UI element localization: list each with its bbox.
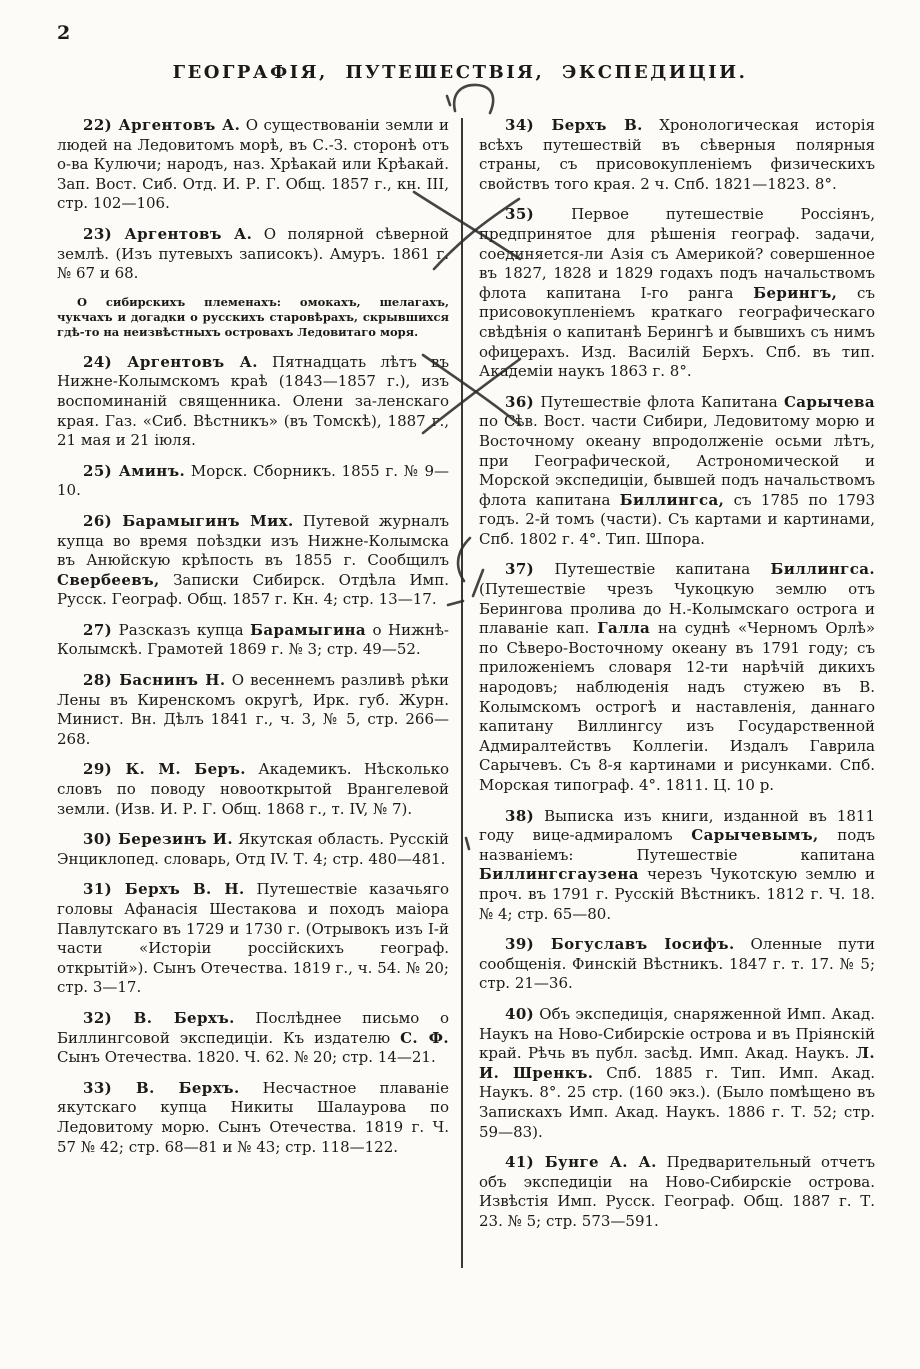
entry-author-bold: Л. И. Шренкъ.	[479, 1044, 875, 1082]
bibliography-entry	[57, 462, 449, 501]
entry-text: Спб. 1885 г. Тип. Имп. Акад. Наукъ. 8°. 25 стр. (160 экз.). (Было помѣщено въ Запискахъ Имп. Акад. Наукъ. 1886 г. Т. 52; стр. 59—83).	[479, 1063, 875, 1141]
bibliography-entry	[57, 512, 449, 610]
entry-text: Выписка изъ книги, изданной въ 1811 году вице-адмираломъ	[479, 806, 875, 845]
pen-tick-under-title-icon	[447, 96, 450, 105]
bibliography-entry	[479, 205, 875, 381]
entry-text: Предварительный отчетъ объ экспедиціи на Ново-Сибирскіе острова. Извѣстія Имп. Русск. Географ. Общ. 1887 г. Т. 23. № 5; стр. 573—591.	[479, 1153, 876, 1230]
entry-author-bold: 33) В. Берхъ.	[83, 1078, 240, 1097]
entry-text: Первое путешествіе Россіянъ, предпринятое для рѣшенія географ. задачи, соединяется-ли Азія съ Америкой? совершенное въ 1827, 1828 и 1829 годахъ подъ начальствомъ флота капитана I-го ранга	[479, 205, 875, 302]
entry-author-bold: Сарычевымъ,	[691, 826, 819, 845]
entry-text: Оленные пути сообщенія. Финскій Вѣстникъ. 1847 г. т. 17. № 5; стр. 21—36.	[479, 935, 875, 993]
page-number: 2	[57, 22, 71, 44]
entry-text: О полярной сѣверной землѣ. (Изъ путевыхъ записокъ). Амуръ. 1861 г. № 67 и 68.	[57, 224, 449, 283]
entry-text: Путевой журналъ купца во время поѣздки изъ Нижне-Колымска въ Анюйскую крѣпость въ 1855 г. Сообщилъ	[57, 511, 449, 570]
bibliography-entry	[57, 1009, 449, 1068]
entry-author-bold: 35)	[505, 205, 535, 224]
entry-text: О существованіи земли и людей на Ледовитомъ морѣ, въ С.-З. сторонѣ отъ о-ва Кулючи; народъ, наз. Хрѣакай или Крѣакай. Зап. Вост. Сиб. Отд. И. Р. Г. Общ. 1857 г., кн. III, стр. 102—106.	[57, 116, 449, 213]
right-column	[479, 116, 875, 1242]
entry-text: Якутская область. Русскій Энциклопед. словарь, Отд IV. Т. 4; стр. 480—481.	[57, 830, 449, 868]
entry-text: съ присовокупленіемъ краткаго географическаго свѣдѣнія о капитанѣ Берингѣ и бывшихъ съ нимъ офицерахъ. Изд. Василій Берхъ. Спб. въ тип. Академіи наукъ 1863 г. 8°.	[479, 283, 875, 381]
left-column	[57, 116, 449, 1242]
entry-text: Сынъ Отечества. 1820. Ч. 62. № 20; стр. 14—21.	[57, 1048, 436, 1067]
bibliography-entry	[57, 760, 449, 819]
entry-author-bold: Сарычева	[783, 392, 875, 411]
entry-author-bold: 39) Богуславъ Іосифъ.	[505, 935, 735, 954]
entry-author-bold: Биллингса.	[770, 560, 875, 579]
entry-text: Разсказъ купца	[112, 620, 251, 639]
bibliography-entry	[57, 880, 449, 998]
entry-text: о Нижнѣ-Колымскѣ. Грамотей 1869 г. № 3; стр. 49—52.	[57, 620, 449, 659]
bibliography-entry	[479, 116, 875, 194]
entry-author-bold: С. Ф.	[400, 1028, 449, 1047]
bibliography-entry	[479, 807, 875, 925]
entry-author-bold: 31) Берхъ В. Н.	[83, 880, 245, 899]
entry-author-bold: 28) Баснинъ Н.	[83, 671, 226, 690]
entry-text: на суднѣ «Черномъ Орлѣ» по Сѣверо-Восточному океану въ 1791 году; съ приложеніемъ словаря 12-ти нарѣчій дикихъ народовъ; наблюденія надъ стужею въ В. Колымскомъ острогѣ и наставленія, даннаго капитану Виллингсу изъ Государственной Адмиралтействъ Коллегіи. Издалъ Гаврила Сарычевъ. Съ 8-я картинами и рисунками. Спб. Морская типограф. 4°. 1811. Ц. 10 р.	[479, 619, 875, 794]
entry-text: Пятнадцать лѣтъ въ Нижне-Колымскомъ краѣ (1843—1857 г.), изъ воспоминаній священника. Олени за-ленскаго края. Газ. «Сиб. Вѣстникъ» (въ Томскѣ), 1887 г., 21 мая и 21 іюля.	[57, 352, 449, 450]
entry-author-bold: Барамыгина	[250, 620, 366, 639]
entry-text: по Сѣв. Вост. части Сибири, Ледовитому морю и Восточному океану впродолженіе осьми лѣтъ, при Географической, Астрономической и Морской экспедиціи, бывшей подъ начальствомъ флота капитана	[479, 412, 875, 509]
entry-text: Послѣднее письмо о Биллингсовой экспедиціи. Къ издателю	[57, 1008, 449, 1047]
bibliography-entry	[479, 560, 875, 795]
entry-author-bold: 41) Бунге А. А.	[505, 1153, 657, 1172]
entry-text: черезъ Чукотскую землю и проч. въ 1791 г. Русскій Вѣстникъ. 1812 г. Ч. 18. № 4; стр. 65—80.	[479, 865, 875, 923]
entry-text: Путешествіе казачьяго головы Афанасія Шестакова и походъ маіора Павлутскаго въ 1729 и 1730 г. (Отрывокъ изъ I-й части «Исторіи россійскихъ географ. открытій»). Сынъ Отечества. 1819 г., ч. 54. № 20; стр. 3—17.	[57, 880, 449, 997]
entry-author-bold: 25) Аминъ.	[83, 461, 186, 480]
entry-author-bold: 22) Аргентовъ А.	[83, 116, 241, 134]
entry-author-bold: 27)	[83, 620, 113, 639]
bibliography-entry	[57, 621, 449, 660]
entry-author-bold: Берингъ,	[753, 283, 838, 302]
bibliography-entry	[57, 116, 449, 214]
entry-author-bold: 37)	[505, 560, 535, 579]
entry-text: Путешествіе капитана	[534, 560, 771, 579]
entry-author-bold: 38)	[505, 806, 535, 825]
pen-hook-under-title-icon	[454, 85, 493, 113]
entry-author-bold: 36)	[505, 392, 535, 411]
entry-author-bold: 26) Барамыгинъ Мих.	[83, 511, 294, 530]
page-title: ГЕОГРАФІЯ, ПУТЕШЕСТВІЯ, ЭКСПЕДИЦІИ.	[172, 62, 748, 83]
entry-text: Несчастное плаваніе якутскаго купца Никиты Шалаурова по Ледовитому морю. Сынъ Отечества. 1819 г. Ч. 57 № 42; стр. 68—81 и № 43; стр. 118—122.	[57, 1078, 449, 1156]
bibliography-entry	[479, 935, 875, 994]
entry-author-bold: Биллингсгаузена	[479, 865, 639, 884]
entry-text: О сибирскихъ племенахъ: омокахъ, шелагахъ, чукчахъ и догадки о русскихъ старовѣрахъ, скрывшихся гдѣ-то на неизвѣстныхъ островахъ Ледовитаго моря.	[57, 294, 449, 339]
bibliography-entry	[57, 1079, 449, 1157]
bibliography-entry	[479, 1005, 875, 1142]
small-print-note	[57, 295, 449, 340]
entry-author-bold: 29) К. М. Беръ.	[83, 760, 246, 779]
bibliography-entry	[57, 671, 449, 749]
entry-author-bold: Биллингса,	[619, 490, 725, 509]
entry-author-bold: Галла	[597, 619, 651, 638]
entry-author-bold: 40)	[505, 1004, 535, 1023]
entry-text: (Путешествіе чрезъ Чукоцкую землю отъ Берингова пролива до Н.-Колымскаго острога и плаваніе кап.	[479, 580, 875, 638]
bibliography-entry	[57, 353, 449, 451]
entry-text: О весеннемъ разливѣ рѣки Лены въ Киренскомъ округѣ, Ирк. губ. Журн. Минист. Вн. Дѣлъ 1841 г., ч. 3, № 5, стр. 266—268.	[57, 671, 449, 748]
entry-text: Хронологическая исторія всѣхъ путешествій въ сѣверныя полярныя страны, съ присовокупленіемъ физическихъ свойствъ того края. 2 ч. Спб. 1821—1823. 8°.	[479, 116, 875, 193]
bibliography-entry	[57, 830, 449, 869]
entry-text: Академикъ. Нѣсколько словъ по поводу новооткрытой Врангелевой земли. (Изв. И. Р. Г. Общ. 1868 г., т. IV, № 7).	[57, 760, 449, 818]
bibliography-entry	[479, 393, 875, 550]
entry-text: Путешествіе флота Капитана	[534, 392, 784, 411]
entry-author-bold: 23) Аргентовъ А.	[83, 224, 253, 243]
bibliography-entry	[57, 225, 449, 284]
entry-text: Объ экспедиція, снаряженной Имп. Акад. Наукъ на Ново-Сибирскіе острова и въ Пріянскій край. Рѣчь въ публ. засѣд. Имп. Акад. Наукъ.	[479, 1004, 875, 1063]
entry-text: Морск. Сборникъ. 1855 г. № 9—10.	[57, 461, 449, 500]
entry-author-bold: 34) Берхъ В.	[505, 116, 643, 134]
entry-author-bold: Свербеевъ,	[57, 570, 160, 589]
entry-author-bold: 32) В. Берхъ.	[83, 1008, 235, 1027]
bibliography-content	[57, 116, 875, 1242]
entry-text: подъ названіемъ: Путешествіе капитана	[479, 826, 876, 864]
entry-author-bold: 24) Аргентовъ А.	[83, 352, 258, 371]
entry-text: Записки Сибирск. Отдѣла Имп. Русск. Географ. Общ. 1857 г. Кн. 4; стр. 13—17.	[57, 570, 449, 609]
bibliography-entry	[479, 1153, 875, 1231]
entry-text: съ 1785 по 1793 годъ. 2-й томъ (части). Съ картами и картинами, Спб. 1802 г. 4°. Тип. Шпора.	[479, 490, 875, 548]
entry-author-bold: 30) Березинъ И.	[83, 830, 233, 849]
